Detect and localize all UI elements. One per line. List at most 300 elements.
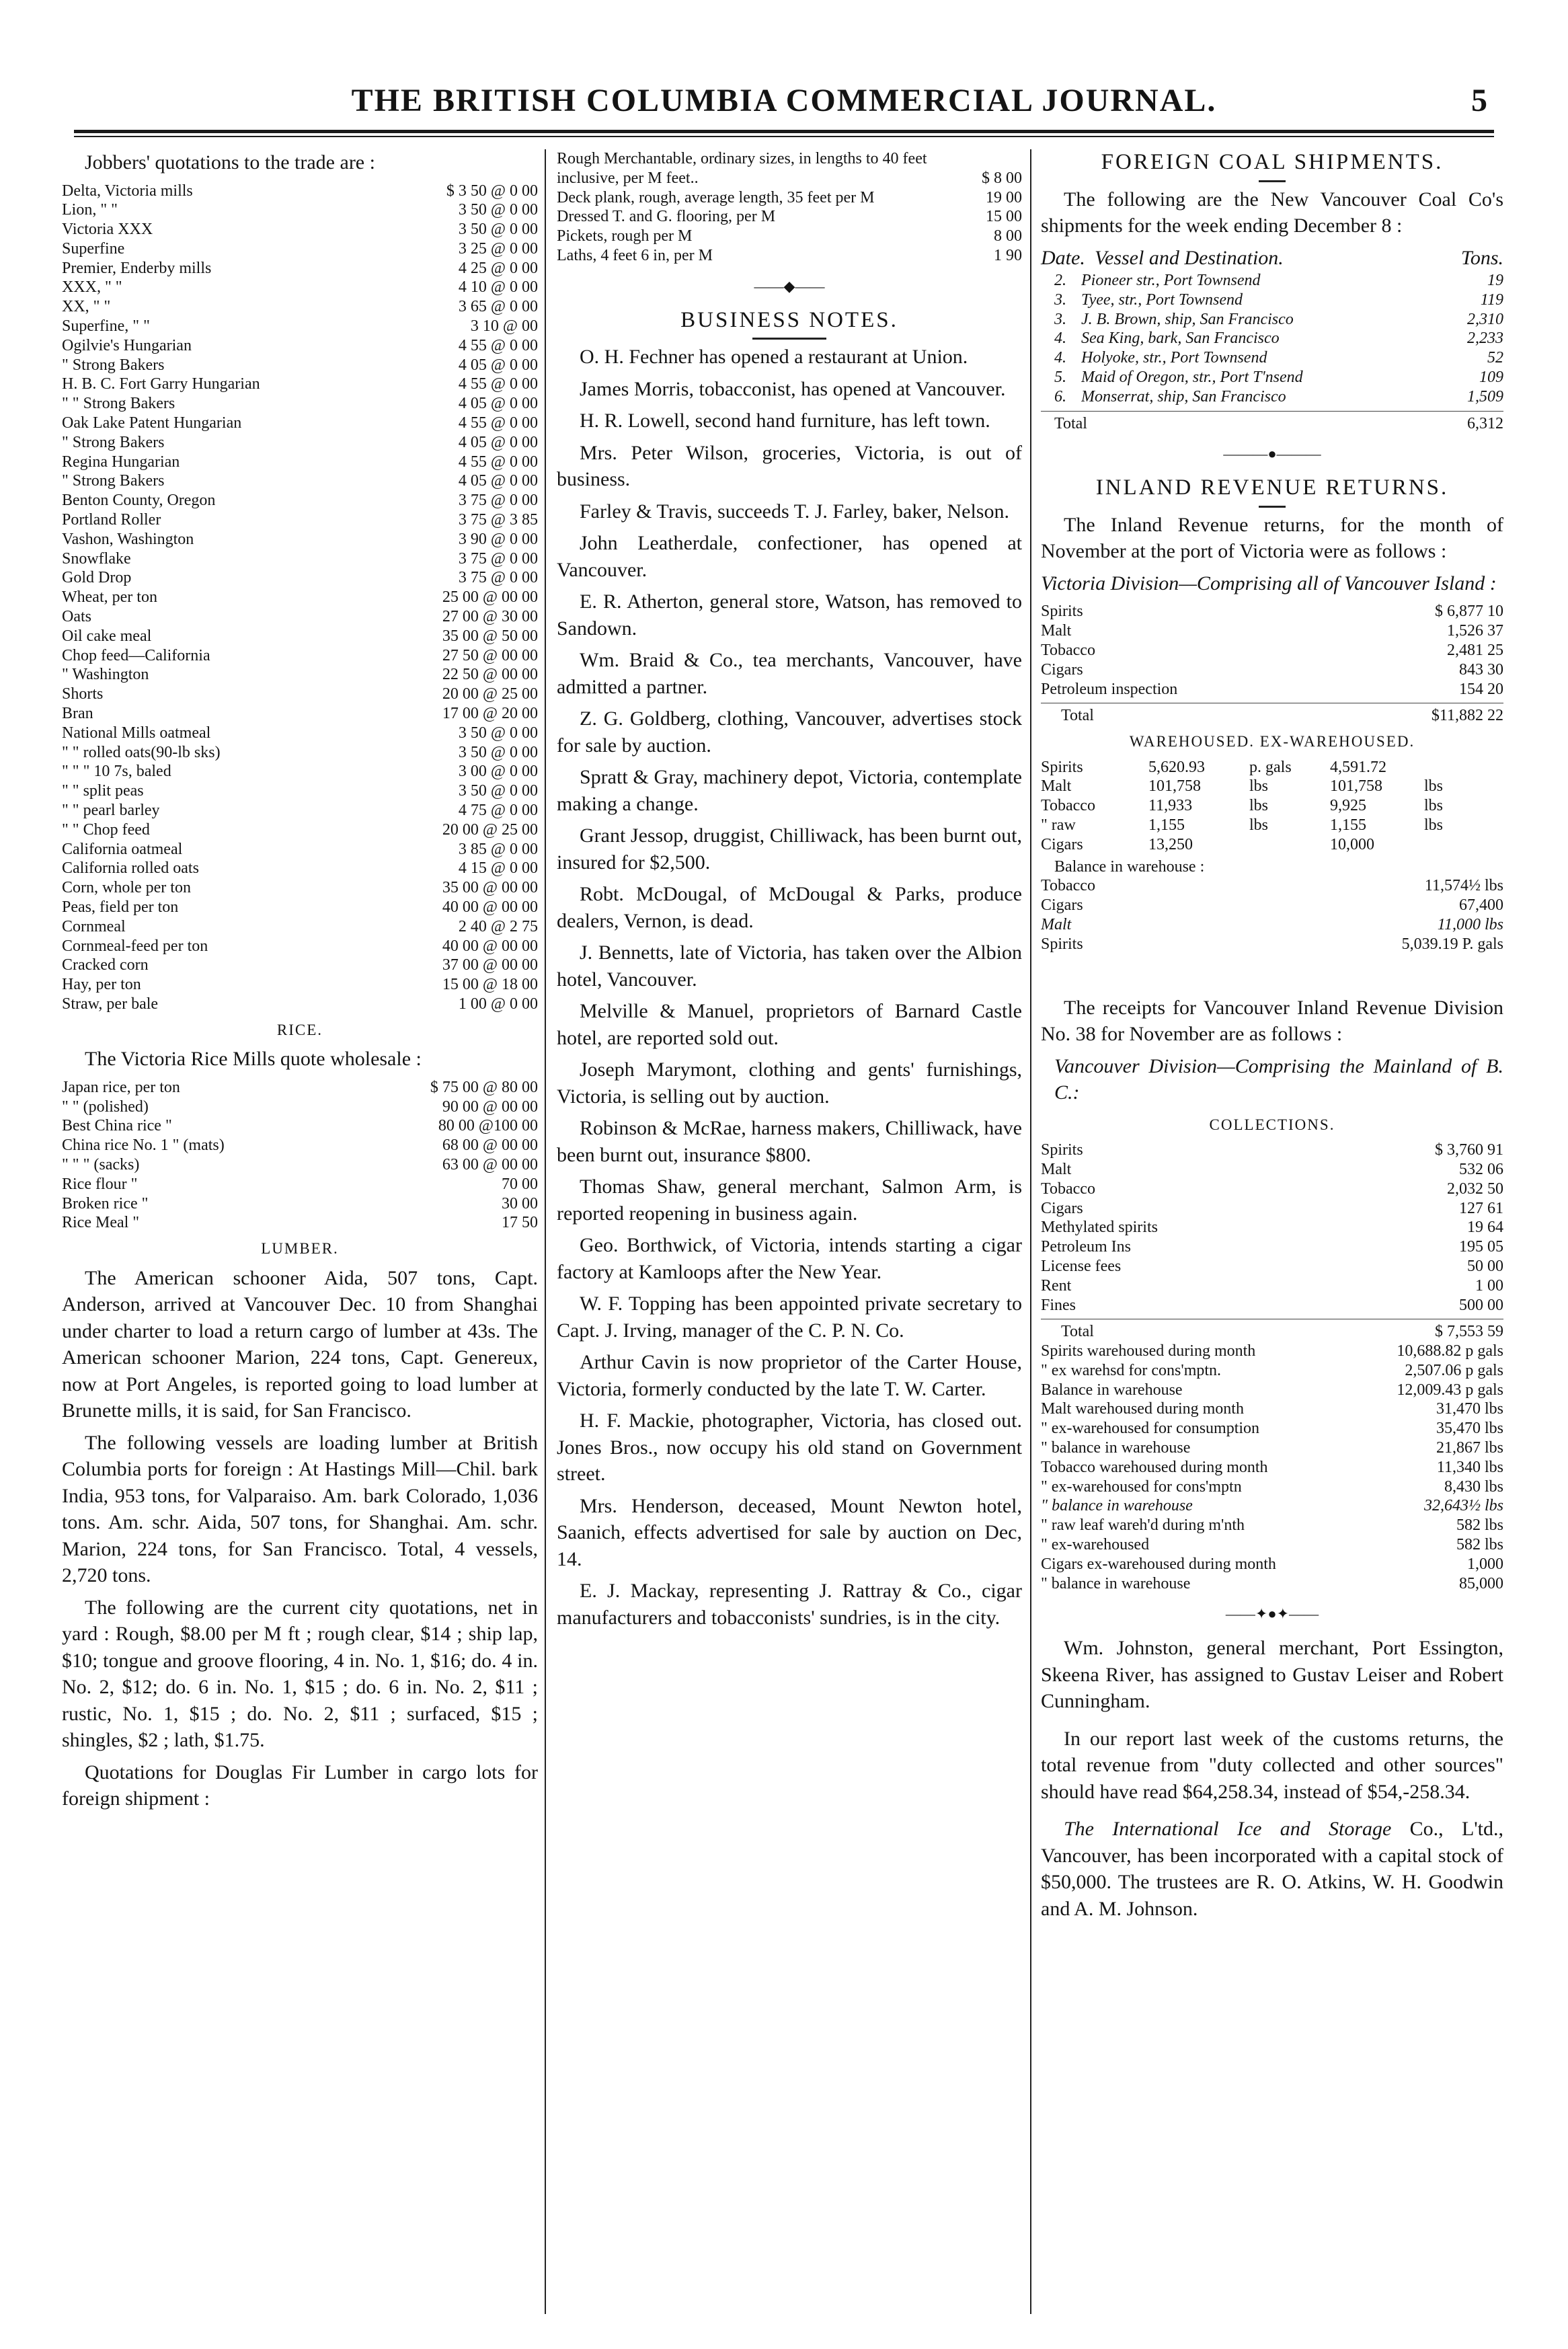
price-row [62,549,538,569]
cell-item: Cigars ex-warehoused during month [1041,1555,1276,1573]
price-row [62,607,538,627]
cell-date: 4. [1054,349,1066,367]
table-row [1041,1419,1503,1438]
vancouver-division: Vancouver Division—Comprising the Mainland of B. C.: [1054,1054,1503,1104]
item-price: 3 50 @ 0 00 [458,724,538,742]
item-price: 4 05 @ 0 00 [458,395,538,413]
item-price: 3 85 @ 0 00 [458,840,538,858]
price-row [62,588,538,607]
table-row [1041,1141,1503,1160]
item-name: Premier, Enderby mills [62,259,212,277]
table-row [1041,1199,1503,1219]
item-name: Regina Hungarian [62,453,180,471]
cell-value: $ 6,877 10 [1435,603,1503,621]
item-price: 3 75 @ 0 00 [458,569,538,587]
price-row [62,859,538,878]
item-name: Victoria XXX [62,221,153,239]
item-name: Dressed T. and G. flooring, per M [557,208,776,226]
item-price: 4 55 @ 0 00 [458,375,538,393]
item-price: 63 00 @ 00 00 [442,1155,538,1173]
cell-item: " ex-warehoused for consumption [1041,1420,1260,1438]
table-row [1041,602,1503,621]
item-price: 3 50 @ 0 00 [458,201,538,219]
table-row [1041,1257,1503,1276]
item-price: 3 10 @ 00 [470,317,538,336]
item-price: 90 00 @ 00 00 [442,1098,538,1116]
cell-value: 500 00 [1459,1296,1503,1314]
rice-price-list [62,1078,538,1233]
cell: 11,933 [1148,797,1193,815]
cell: lbs [1249,797,1269,815]
cell-value: 11,574½ lbs [1424,877,1503,895]
price-row [62,453,538,472]
cell-item: Tobacco [1041,641,1095,659]
item-name: " Strong Bakers [62,472,165,490]
balance-heading: Balance in warehouse : [1054,857,1205,876]
price-row [62,317,538,336]
price-row [62,627,538,646]
item-price: 15 00 @ 18 00 [442,976,538,994]
cell-date: 3. [1054,310,1066,328]
ice-storage-note [1041,1816,1503,1922]
item-price: 15 00 [986,208,1022,226]
item-price: 4 05 @ 0 00 [458,472,538,490]
price-row [62,530,538,549]
item-name: Rice Meal " [62,1214,140,1232]
item-price: 3 25 @ 0 00 [458,239,538,258]
cell-item: Spirits warehoused during month [1041,1342,1256,1360]
price-row [62,414,538,433]
cell-value: 532 06 [1459,1160,1503,1178]
item-price: 4 55 @ 0 00 [458,414,538,432]
item-price: $ 3 50 @ 0 00 [446,182,538,200]
page-number: 5 [1471,83,1487,118]
flour-price-list [62,182,538,1014]
total-value: 6,312 [1467,414,1503,432]
cell-value: 19 64 [1467,1219,1503,1237]
cell [1249,835,1330,855]
item-name: XX, " " [62,298,111,316]
cell-tons: 1,509 [1467,387,1503,406]
cell-tons: 19 [1487,272,1503,289]
jobbers-intro: Jobbers' quotations to the trade are : [85,151,375,174]
cell-value: 11,000 lbs [1437,916,1503,934]
item-name: Cornmeal-feed per ton [62,937,208,955]
table-row [1041,1399,1503,1419]
item-name: Superfine, " " [62,317,150,336]
cell: 9,925 [1330,797,1366,815]
price-row [62,182,538,201]
item-name: California rolled oats [62,859,199,878]
item-price: 3 75 @ 0 00 [458,492,538,510]
table-row [1041,1574,1503,1594]
lumber-paragraph: Quotations for Douglas Fir Lumber in cargo lots for foreign shipment : [62,1761,538,1810]
table-row [1054,387,1503,407]
cell-item: Malt [1041,622,1072,640]
cell: lbs [1424,797,1444,815]
coal-table [1041,271,1503,407]
price-row [62,1116,538,1136]
table-row [1041,1555,1503,1574]
item-price: 17 00 @ 20 00 [442,705,538,723]
item-name: Deck plank, rough, average length, 35 feet per M [557,188,875,206]
cell-date: 2. [1054,272,1066,289]
cell-value: 85,000 [1459,1574,1503,1592]
item-price: 22 50 @ 00 00 [442,666,538,684]
item-price: 40 00 @ 00 00 [442,937,538,955]
cell-item: Cigars [1041,1199,1083,1217]
item-price: 35 00 @ 00 00 [442,879,538,897]
business-note: E. J. Mackay, representing J. Rattray & Co., cigar manufacturers and tobacconists' sundries, is in the city. [557,1580,1022,1629]
cell-item: License fees [1041,1257,1122,1275]
table-row [1041,1276,1503,1296]
item-price: 1 90 [994,246,1022,264]
item-price: 4 15 @ 0 00 [458,859,538,878]
business-note: John Leatherdale, confectioner, has opened at Vancouver. [557,532,1022,581]
cell-tons: 2,310 [1467,310,1503,328]
item-price: 3 50 @ 0 00 [458,782,538,800]
item-name: Best China rice " [62,1117,172,1135]
item-name: Lion, " " [62,201,118,219]
item-price: 35 00 @ 50 00 [442,627,538,645]
coal-intro: The following are the New Vancouver Coal Co's shipments for the week ending December 8 : [1041,188,1503,237]
table-row [1041,1361,1503,1381]
item-name: " " (polished) [62,1098,149,1116]
item-name: Rice flour " [62,1175,138,1193]
item-name: " " " (sacks) [62,1155,140,1173]
cell-item: " balance in warehouse [1041,1439,1191,1457]
price-row [62,665,538,685]
rice-intro: The Victoria Rice Mills quote wholesale : [85,1048,422,1071]
table-row [1041,1218,1503,1237]
item-price: 20 00 @ 25 00 [442,820,538,839]
item-price: 4 55 @ 0 00 [458,453,538,471]
business-note: H. R. Lowell, second hand furniture, has left town. [580,410,990,432]
cell-vessel: Maid of Oregon, str., Port T'nsend [1081,368,1303,386]
cell-value: 2,481 25 [1447,641,1503,659]
item-price: 20 00 @ 25 00 [442,685,538,703]
item-price: 3 90 @ 0 00 [458,530,538,548]
price-row [62,510,538,530]
price-row [62,1078,538,1098]
cell: p. gals [1249,758,1292,776]
item-price: 3 50 @ 0 00 [458,743,538,761]
item-name: Cornmeal [62,917,126,935]
business-note: Mrs. Henderson, deceased, Mount Newton hotel, Saanich, effects advertised for sale by auction on Dec, 14. [557,1494,1022,1570]
victoria-returns [1041,602,1503,726]
cell-item: Malt [1041,1160,1072,1178]
inland-intro: The Inland Revenue returns, for the month of November at the port of Victoria were as follows : [1041,513,1503,563]
business-note: Grant Jessop, druggist, Chilliwack, has been burnt out, insured for $2,500. [557,824,1022,874]
rice-heading: RICE. [276,1021,323,1038]
cell-item: Cigars [1041,660,1083,679]
price-row [557,207,1022,227]
business-note: Melville & Manuel, proprietors of Barnard Castle hotel, are reported sold out. [557,1000,1022,1049]
item-price: 3 75 @ 0 00 [458,549,538,568]
business-note: Spratt & Gray, machinery depot, Victoria, contemplate making a change. [557,766,1022,815]
item-price: 37 00 @ 00 00 [442,956,538,974]
business-note: J. Bennetts, late of Victoria, has taken over the Albion hotel, Vancouver. [557,941,1022,991]
victoria-division: Victoria Division—Comprising all of Vancouver Island : [1041,572,1497,594]
item-name: " " Strong Bakers [62,395,175,413]
item-price: 40 00 @ 00 00 [442,898,538,916]
price-row [62,917,538,937]
item-name: Laths, 4 feet 6 in, per M [557,246,713,264]
table-row [1041,935,1503,954]
table-row [1041,796,1503,816]
price-row [62,937,538,956]
price-row [62,820,538,840]
section-rule [752,338,826,340]
table-row [1041,876,1503,896]
cell-value: 2,032 50 [1447,1180,1503,1198]
item-name: Cracked corn [62,956,149,974]
price-row [62,1175,538,1194]
collections-total [1041,1319,1503,1342]
item-name: Straw, per bale [62,995,159,1013]
cell-item: Spirits [1041,935,1083,953]
cell-item: " ex warehsd for cons'mptn. [1041,1361,1222,1379]
vancouver-intro: The receipts for Vancouver Inland Revenue Division No. 38 for November are as follows : [1041,996,1503,1046]
lumber-paragraph: The American schooner Aida, 507 tons, Capt. Anderson, arrived at Vancouver Dec. 10 from Shanghai under charter to load a return cargo of lumber at 43s. The American schooner Marion, 224 tons, Capt. Genereux, now at Port Angeles, is reported going to load lumber at Brunette mills, it is said, for San Francisco. [62,1266,538,1422]
cell-item: Spirits [1041,603,1083,621]
item-price: 27 50 @ 00 00 [442,646,538,664]
price-row [62,898,538,917]
cell-value: 843 30 [1459,660,1503,679]
cell-value: 21,867 lbs [1436,1439,1503,1457]
column-divider-1 [545,149,546,2314]
coal-total [1041,411,1503,434]
item-name: " " rolled oats(90-lb sks) [62,743,221,761]
item-name: " " " 10 7s, baled [62,763,171,781]
item-price: 80 00 @100 00 [438,1117,538,1135]
price-row [62,646,538,666]
johnston-note: Wm. Johnston, general merchant, Port Essington, Skeena River, has assigned to Gustav Leiser and Robert Cunningham. [1041,1637,1503,1713]
item-price: 17 50 [502,1214,538,1232]
item-price: 3 00 @ 0 00 [458,763,538,781]
cell-value: 10,688.82 p gals [1397,1342,1503,1360]
cell-value: 12,009.43 p gals [1397,1381,1503,1399]
item-price: 68 00 @ 00 00 [442,1137,538,1155]
item-price: 3 50 @ 0 00 [458,221,538,239]
table-row [1054,348,1503,368]
item-name: Oil cake meal [62,627,152,645]
column-2 [557,149,1022,1636]
total-label: Total [1061,707,1094,725]
total-label: Total [1061,1323,1094,1341]
cell-item: Tobacco warehoused during month [1041,1458,1268,1476]
cell-item: Malt warehoused during month [1041,1400,1244,1418]
cell: 1,155 [1330,816,1366,835]
table-row [1041,1381,1503,1400]
item-name: Chop feed—California [62,646,210,664]
item-name: Oats [62,608,91,626]
cell-value: 582 lbs [1456,1516,1503,1535]
customs-correction: In our report last week of the customs returns, the total revenue from "duty collected and other sources" should have read $64,258.34, instead of $54,-258.34. [1041,1727,1503,1803]
price-row [557,149,1022,188]
spacer [1041,954,1503,995]
item-name: Pickets, rough per M [557,227,693,245]
price-row [62,975,538,995]
item-name: Hay, per ton [62,976,141,994]
cell-item: " balance in warehouse [1041,1497,1193,1515]
table-row [1041,896,1503,915]
item-name: " Washington [62,666,149,684]
item-price: $ 8 00 [982,169,1022,187]
journal-title: THE BRITISH COLUMBIA COMMERCIAL JOURNAL. [351,83,1217,118]
table-row [1054,271,1503,291]
ice-storage-text: Co., L'td., Vancouver, has been incorporated with a capital stock of $50,000. The trustees are R. O. Atkins, W. H. Goodwin and A. M. Johnson. [1041,1818,1504,1920]
cell: 13,250 [1148,835,1193,853]
cell-vessel: Pioneer str., Port Townsend [1081,272,1261,289]
warehoused-heading: WAREHOUSED. EX-WAREHOUSED. [1129,733,1415,750]
item-name: Portland Roller [62,511,161,529]
price-row [62,1098,538,1117]
item-name: Oak Lake Patent Hungarian [62,414,242,432]
cell: Malt [1041,777,1072,796]
item-name: California oatmeal [62,840,183,858]
cell-date: 5. [1054,368,1066,386]
cell-item: Rent [1041,1276,1072,1295]
business-note: Wm. Braid & Co., tea merchants, Vancouver, have admitted a partner. [557,649,1022,698]
table-row [1041,1438,1503,1458]
price-row [62,743,538,763]
price-row [62,220,538,239]
cell-date: 4. [1054,330,1066,348]
item-name: XXX, " " [62,278,122,297]
price-row [62,491,538,510]
item-name: " " Chop feed [62,820,150,839]
business-note: O. H. Fechner has opened a restaurant at Union. [580,346,968,369]
item-price: 3 75 @ 3 85 [458,511,538,529]
business-note: Z. G. Goldberg, clothing, Vancouver, advertises stock for sale by auction. [557,707,1022,757]
cell-vessel: Tyee, str., Port Townsend [1081,291,1243,309]
price-row [62,1155,538,1175]
table-row [1041,835,1503,855]
table-row [1041,915,1503,935]
item-price: 1 00 @ 0 00 [458,995,538,1013]
collections-table [1041,1141,1503,1593]
business-note: W. F. Topping has been appointed private secretary to Capt. J. Irving, manager of the C. P. N. Co. [557,1293,1022,1342]
total-value: $11,882 22 [1431,707,1503,725]
cell: lbs [1424,777,1444,796]
item-name: Delta, Victoria mills [62,182,193,200]
item-name: Japan rice, per ton [62,1078,180,1096]
cell-value: 2,507.06 p gals [1405,1361,1503,1379]
price-row [62,801,538,820]
cell-tons: 52 [1487,349,1503,367]
price-row [557,188,1022,208]
ornament-divider: ———●——— [1223,445,1321,463]
price-row [62,336,538,356]
price-row [62,724,538,743]
inland-revenue-heading: INLAND REVENUE RETURNS. [1095,475,1449,500]
item-name: Snowflake [62,549,131,568]
item-name: " Strong Bakers [62,356,165,374]
item-name: H. B. C. Fort Garry Hungarian [62,375,260,393]
table-row [1054,329,1503,348]
price-row [557,246,1022,266]
item-price: 4 25 @ 0 00 [458,259,538,277]
price-row [62,297,538,317]
cell-item: Malt [1041,916,1072,934]
table-row [1041,1535,1503,1555]
item-name: Peas, field per ton [62,898,179,916]
price-row [62,956,538,975]
price-row [62,878,538,898]
ornament-divider: ——◆—— [754,277,825,295]
cell-vessel: Holyoke, str., Port Townsend [1081,349,1267,367]
coal-shipments-heading: FOREIGN COAL SHIPMENTS. [1101,150,1444,174]
price-row [62,1213,538,1233]
cell-tons: 109 [1479,368,1503,386]
cell: lbs [1249,816,1269,835]
item-price: 4 05 @ 0 00 [458,356,538,374]
table-row [1054,291,1503,310]
business-note: Thomas Shaw, general merchant, Salmon Arm, is reported reopening in business again. [557,1176,1022,1225]
table-row [1041,660,1503,680]
table-row [1041,1496,1503,1516]
business-note: Robinson & McRae, harness makers, Chilliwack, have been burnt out, insurance $800. [557,1117,1022,1166]
col-date: Date. [1041,246,1085,269]
cell-value: 127 61 [1459,1199,1503,1217]
table-row [1041,1516,1503,1535]
cell-value: 195 05 [1459,1238,1503,1256]
item-price: 70 00 [502,1175,538,1193]
item-name: Superfine [62,239,125,258]
cell-value: 35,470 lbs [1436,1420,1503,1438]
header-rule-thin [74,136,1494,137]
item-price: 2 40 @ 2 75 [458,917,538,935]
business-note: James Morris, tobacconist, has opened at Vancouver. [580,377,1006,400]
cell-value: 32,643½ lbs [1423,1497,1503,1515]
victoria-total [1041,703,1503,726]
cell-item: Fines [1041,1296,1076,1314]
item-price: 27 00 @ 30 00 [442,608,538,626]
item-price: 19 00 [986,188,1022,206]
table-row [1054,368,1503,387]
item-price: 25 00 @ 00 00 [442,588,538,607]
table-row [1041,777,1503,796]
section-rule [1259,506,1286,508]
cell-value: 1,526 37 [1447,622,1503,640]
table-row [1041,680,1503,699]
price-row [62,356,538,375]
cell-vessel: Sea King, bark, San Francisco [1081,330,1280,348]
cell-item: Cigars [1041,896,1083,915]
item-name: National Mills oatmeal [62,724,211,742]
price-row [62,433,538,453]
lumber-paragraph: The following are the current city quotations, net in yard : Rough, $8.00 per M ft ; rough clear, $14 ; ship lap, $10; tongue and groove flooring, 4 in. No. 1, $16; do. 4 in. No. 2, $12; do. 6 in. No. 1, $15 ; do. 6 in. No. 2, $11 ; rustic, No. 1, $15 ; do. No. 2, $11 ; surfaced, $15 ; shingles, $2 ; lath, $1.75. [62,1596,538,1752]
cell-value: 5,039.19 P. gals [1401,935,1503,953]
cell-date: 3. [1054,291,1066,309]
cell: Spirits [1041,758,1083,776]
cell-vessel: J. B. Brown, ship, San Francisco [1081,310,1294,328]
col-tons: Tons. [1460,246,1503,269]
warehoused-table [1041,758,1503,954]
total-label: Total [1054,414,1087,432]
cell-date: 6. [1054,387,1066,406]
cell: 5,620.93 [1148,758,1205,776]
cell: 4,591.72 [1330,758,1386,776]
price-row [557,227,1022,246]
cell-item: Spirits [1041,1141,1083,1159]
business-note: Arthur Cavin is now proprietor of the Carter House, Victoria, formerly conducted by the late T. W. Carter. [557,1351,1022,1400]
collections-heading: COLLECTIONS. [1209,1116,1335,1133]
cell-value: 8,430 lbs [1444,1477,1503,1496]
price-row [62,840,538,859]
page-header [74,82,1494,136]
